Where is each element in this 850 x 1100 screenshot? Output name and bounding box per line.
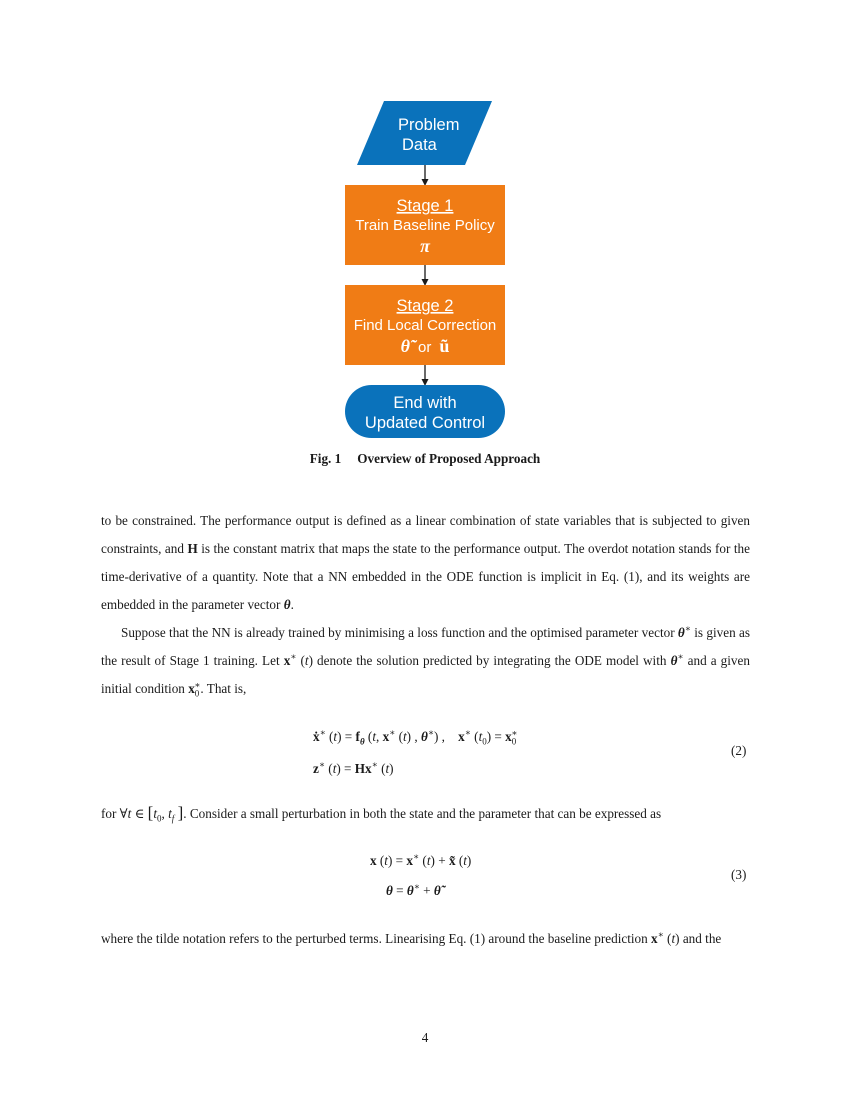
equation-2-number: (2) [731,743,747,758]
stage2-or: or [417,339,432,356]
equation-2-line-1: ẋ∗ $(t) = f_\theta$ (t, x∗ (t) , θ∗) , x∗ $(t_0) = x_0^∗$ [313,727,518,747]
start-line1: Problem [398,116,460,134]
paragraph-1: to be constrained. The performance output is defined as a linear combination of state variables that is subjected to given constraints, and H is the constant matrix that maps the state to the performance output. The overdot notation stands for the time-derivative of a quantity. Note that a NN embedded in the ODE function is implicit in Eq. (1), and its weights are embedded in the parameter vector θ. [101,513,750,612]
body-text-4 [101,925,750,953]
stage2-theta: θ̃ [400,336,410,356]
stage2-title: Stage 2 [396,297,454,315]
stage2-u: ũ [439,336,450,356]
body-text-3 [101,799,750,828]
equation-3-number: (3) [731,867,747,882]
equation-2-line-2: z∗ (t) = Hx∗ (t) [313,759,394,776]
arrow-2-head [422,279,429,286]
stage1-title: Stage 1 [396,197,454,215]
stage2-subtitle: Find Local Correction [353,317,497,334]
flowchart [0,0,850,450]
end-line2: Updated Control [364,414,486,432]
body-text-1 [101,507,750,703]
stage1-symbol: π [420,236,430,256]
equation-3-line-2: θ = θ∗ + θ̃ [386,881,441,898]
stage2-symbols [401,336,450,356]
arrow-3-head [422,379,429,386]
end-line1: End with [393,394,457,412]
figure-caption [0,451,850,467]
figure-title: Overview of Proposed Approach [357,451,541,466]
page-number: 4 [421,1030,429,1045]
stage1-subtitle: Train Baseline Policy [355,217,495,234]
arrow-1-head [422,179,429,186]
paragraph-2: Suppose that the NN is already trained by minimising a loss function and the optimised parameter vector θ∗ is given as the result of Stage 1 training. Let x∗ (t) denote the solution predicted by integrating the ODE model with θ∗ and a given initial condition $x_0^∗$. That is, [101,623,750,699]
start-line2: Data [402,136,437,154]
paragraph-3: for ∀t ∈ [$t_0$, $t_f$ ]. Consider a small perturbation in both the state and the parameter that can be expressed as [101,803,662,824]
figure-number: Fig. 1 [309,451,342,466]
equation-3-line-1: x (t) = x∗ (t) + x̃ (t) [370,851,472,868]
paragraph-4: where the tilde notation refers to the perturbed terms. Linearising Eq. (1) around the baseline prediction x∗ (t) and the [101,929,722,946]
